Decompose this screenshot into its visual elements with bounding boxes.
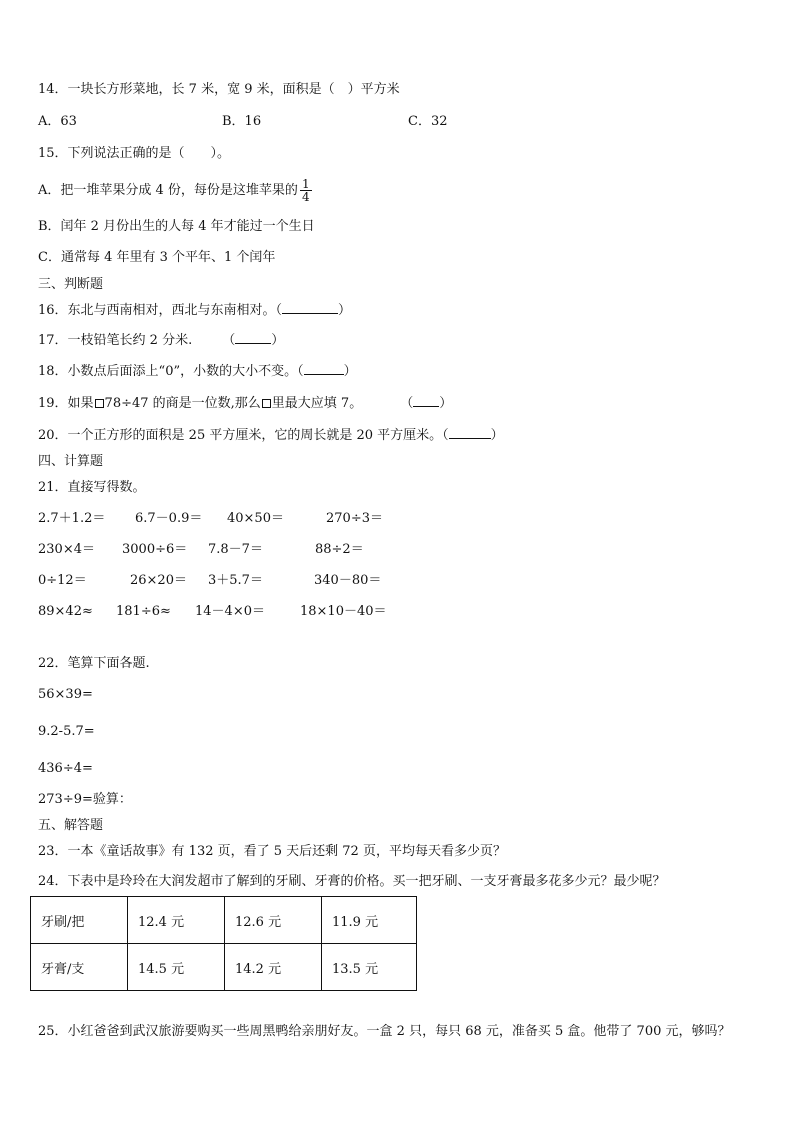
calc-item: 3＋5.7＝: [208, 573, 263, 588]
q14-option-c: C．32: [408, 114, 448, 129]
q24-stem: 24．下表中是玲玲在大润发超市了解到的牙刷、牙膏的价格。买一把牙刷、一支牙膏最多花多少元？最少呢？: [38, 874, 666, 889]
calc-item: 6.7－0.9＝: [135, 511, 203, 526]
q15-option-b: B．闰年 2 月份出生的人每 4 年才能过一个生日: [38, 219, 315, 234]
q22-stem: 22．笔算下面各题.: [38, 656, 150, 671]
q18-paren-close: ）: [343, 364, 357, 379]
answer-blank: [413, 396, 439, 407]
q17-text: 17．一枝铅笔长约 2 分米.: [38, 333, 193, 348]
q25: 25．小红爸爸到武汉旅游要购买一些周黑鸭给亲朋好友。一盒 2 只，每只 68 元，准备买 5 盒。他带了 700 元，够吗？: [38, 1024, 731, 1039]
q20-paren-close: ）: [490, 428, 504, 443]
q15-option-a: [38, 176, 312, 206]
fraction-numerator: 1: [301, 177, 310, 191]
section-title-judgement: 三、判断题: [38, 277, 104, 292]
q19-text-pre: 19．如果: [38, 396, 94, 411]
calc-item: 26×20＝: [130, 573, 187, 588]
q19-paren-close: ）: [439, 396, 453, 411]
price-table: [30, 896, 417, 991]
q18: [38, 364, 357, 380]
calc-item: 340－80＝: [314, 573, 382, 588]
q16-text: 16．东北与西南相对，西北与东南相对。（: [38, 303, 283, 318]
q14-option-a: A．63: [38, 114, 77, 129]
table-cell: 牙膏/支: [31, 944, 128, 991]
q15-option-a-text: A．把一堆苹果分成 4 份，每份是这堆苹果的: [38, 183, 298, 198]
calc-item: 88÷2＝: [315, 542, 364, 557]
written-calc-item: 9.2-5.7=: [38, 724, 95, 739]
q15-option-c: C．通常每 4 年里有 3 个平年、1 个闰年: [38, 250, 276, 265]
calc-item: 89×42≈: [38, 604, 93, 619]
fraction-one-quarter: [300, 178, 312, 203]
table-cell: 牙刷/把: [31, 897, 128, 944]
written-calc-item: 436÷4=: [38, 761, 93, 776]
table-cell: 13.5 元: [322, 944, 417, 991]
table-cell: 11.9 元: [322, 897, 417, 944]
calc-item: 3000÷6＝: [122, 542, 188, 557]
calc-item: 7.8－7＝: [208, 542, 263, 557]
table-row: [31, 944, 417, 991]
calc-item: 0÷12＝: [38, 573, 87, 588]
calc-item: 270÷3＝: [326, 511, 383, 526]
q21-stem: 21．直接写得数。: [38, 480, 146, 495]
table-cell: 14.5 元: [128, 944, 225, 991]
calc-item: 2.7＋1.2＝: [38, 511, 106, 526]
table-row: [31, 897, 417, 944]
calc-item: 230×4＝: [38, 542, 95, 557]
section-title-calculation: 四、计算题: [38, 454, 104, 469]
q17-paren-open: （: [222, 333, 236, 348]
calc-item: 18×10－40＝: [300, 604, 387, 619]
q17-paren-close: ）: [271, 333, 285, 348]
q23: 23．一本《童话故事》有 132 页，看了 5 天后还剩 72 页，平均每天看多少页？: [38, 844, 506, 859]
table-cell: 12.4 元: [128, 897, 225, 944]
q20: [38, 428, 504, 444]
q16: [38, 303, 351, 319]
q18-text: 18．小数点后面添上“0”，小数的大小不变。（: [38, 364, 304, 379]
written-calc-item: 273÷9=验算：: [38, 792, 132, 807]
answer-blank: [235, 333, 271, 344]
calc-item: 40×50＝: [227, 511, 284, 526]
table-cell: 12.6 元: [225, 897, 322, 944]
q19-paren-open: （: [400, 396, 414, 411]
q16-paren-close: ）: [338, 303, 352, 318]
answer-blank: [304, 364, 344, 375]
q20-text: 20．一个正方形的面积是 25 平方厘米，它的周长就是 20 平方厘米。（: [38, 428, 449, 443]
q14-option-b: B．16: [222, 114, 262, 129]
empty-box-icon: [95, 399, 104, 408]
q19-text-mid: 78÷47 的商是一位数,那么: [104, 396, 261, 411]
q19: [38, 396, 452, 412]
section-title-word-problems: 五、解答题: [38, 818, 104, 833]
q15-stem: 15．下列说法正确的是（ ）。: [38, 146, 231, 161]
table-cell: 14.2 元: [225, 944, 322, 991]
answer-blank: [449, 428, 491, 439]
answer-blank: [282, 303, 338, 314]
empty-box-icon: [262, 399, 271, 408]
q17: [38, 333, 284, 349]
q19-text-post: 里最大应填 7。: [271, 396, 363, 411]
q14-stem: 14．一块长方形菜地，长 7 米，宽 9 米，面积是（ ）平方米: [38, 82, 400, 97]
fraction-denominator: 4: [301, 190, 310, 204]
calc-item: 14－4×0＝: [195, 604, 265, 619]
calc-item: 181÷6≈: [116, 604, 171, 619]
written-calc-item: 56×39=: [38, 687, 93, 702]
